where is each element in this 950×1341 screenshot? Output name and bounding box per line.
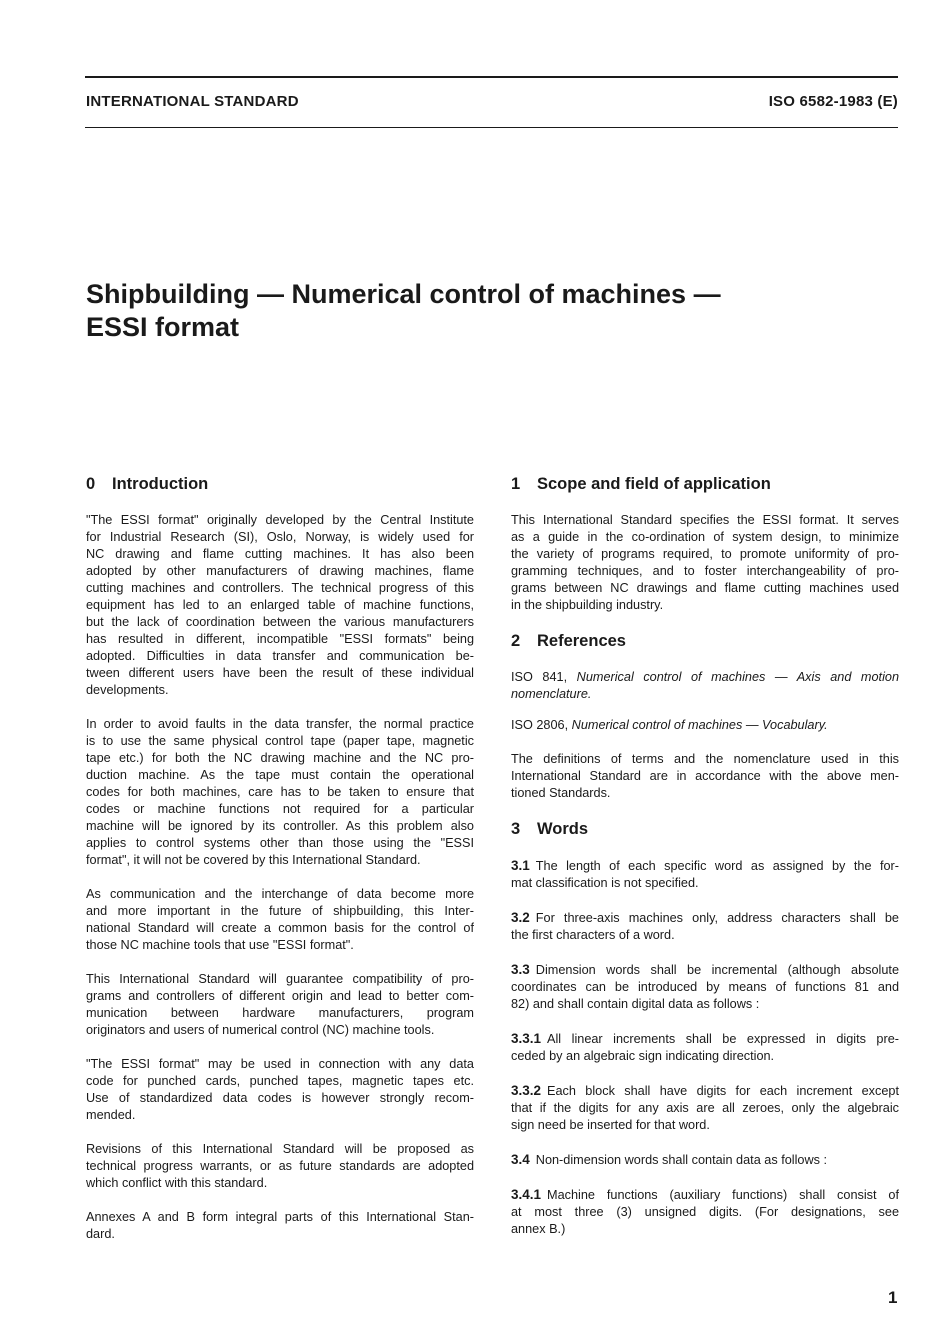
clause-3-4 — [511, 1151, 899, 1169]
text-line: Annexes A and B form integral parts of this International Stan- — [86, 1210, 474, 1224]
text-line: International Standard are in accordance with the above men- — [511, 769, 899, 783]
introduction-paragraph — [86, 1209, 474, 1243]
text-line: is to use the same physical control tape (paper tape, magnetic — [86, 734, 474, 748]
section-heading-scope: 1 Scope and field of application — [511, 475, 771, 493]
clause-3-1 — [511, 857, 899, 892]
clause-number: 3.3 — [511, 962, 530, 977]
text-line: "The ESSI format" originally developed by the Central Institute — [86, 513, 474, 527]
text-line: those NC machine tools that use "ESSI format". — [86, 938, 354, 952]
text-line: at most three (3) unsigned digits. (For designations, see — [511, 1205, 899, 1219]
text-line: This International Standard will guarantee compatibility of pro- — [86, 972, 474, 986]
section-heading-introduction: 0 Introduction — [86, 475, 209, 493]
text-line: 3.1 The length of each specific word as assigned by the for- — [511, 858, 899, 873]
text-line: adopted by other manufacturers of drawing machines, flame — [86, 564, 474, 578]
text-line: mended. — [86, 1108, 136, 1122]
text-line: tioned Standards. — [511, 786, 611, 800]
document-title — [86, 278, 721, 344]
introduction-paragraph — [86, 971, 474, 1039]
clause-number: 3.4 — [511, 1152, 530, 1167]
text-line: cutting machines and controllers. The technical progress of this — [86, 581, 474, 595]
text-line: that if the digits for any axis are all zeroes, only the algebraic — [511, 1101, 899, 1115]
document-type: INTERNATIONAL STANDARD — [86, 93, 299, 110]
words-body — [511, 857, 899, 1238]
section-heading-words: 3 Words — [511, 820, 589, 838]
standard-number: ISO 6582-1983 (E) — [768, 93, 898, 110]
header-rule-top — [85, 76, 898, 78]
introduction-paragraph — [86, 886, 474, 954]
text-line: ceded by an algebraic sign indicating direction. — [511, 1049, 775, 1063]
text-line: adopted. Difficulties in data transfer and communication be- — [86, 649, 474, 663]
text-line: codes for both machines, care has to be taken to ensure that — [86, 785, 474, 799]
text-line: 3.3 Dimension words shall be incremental (although absolute — [511, 962, 899, 977]
text-line: 3.4.1 Machine functions (auxiliary functions) shall consist of — [511, 1187, 899, 1202]
text-line: equipment has led to an enlarged table of machine functions, — [86, 598, 474, 612]
text-line: format", it will not be covered by this International Standard. — [86, 853, 421, 867]
title-line-2: ESSI format — [86, 312, 240, 342]
text-line: NC drawing and flame cutting machines. It has also been — [86, 547, 474, 561]
text-line: sign need be inserted for that word. — [511, 1118, 710, 1132]
clause-3-3-2 — [511, 1082, 899, 1134]
text-line: The definitions of terms and the nomenclature used in this — [511, 752, 899, 766]
reference-iso-841: ISO 841, Numerical control of machines — Axis and motion nomenclature. — [511, 670, 899, 701]
text-line: mat classification is not specified. — [511, 876, 699, 890]
text-line: coordinates can be introduced by means of functions 81 and — [511, 980, 899, 994]
text-line: Use of standardized data codes is however strongly recom- — [86, 1091, 474, 1105]
introduction-paragraph — [86, 1141, 474, 1192]
introduction-paragraph — [86, 512, 474, 699]
text-line: machine will be ignored by its controller. As this problem also — [86, 819, 474, 833]
text-line: the first characters of a word. — [511, 928, 675, 942]
text-line: In order to avoid faults in the data transfer, the normal practice — [86, 717, 474, 731]
introduction-body — [86, 512, 474, 1243]
text-line: national Standard will create a common basis for the control of — [86, 921, 474, 935]
clause-number: 3.1 — [511, 858, 530, 873]
right-column — [511, 474, 899, 1255]
text-line: gramming techniques, and to foster interchangeability of pro- — [511, 564, 899, 578]
title-line-1: Shipbuilding — Numerical control of machines — — [86, 279, 721, 309]
text-line: but the lack of coordination between the various manufacturers — [86, 615, 474, 629]
text-line: tween different users have been the result of these individual — [86, 666, 474, 680]
text-line: 3.4 Non-dimension words shall contain data as follows : — [511, 1152, 828, 1167]
text-line: Revisions of this International Standard will be proposed as — [86, 1142, 474, 1156]
text-line: 82) and shall contain digital data as follows : — [511, 997, 760, 1011]
text-line: This International Standard specifies the ESSI format. It serves — [511, 513, 899, 527]
page-number: 1 — [888, 1288, 898, 1307]
scope-body — [511, 512, 899, 614]
text-line: the variety of programs required, to promote uniformity of pro- — [511, 547, 899, 561]
clause-number: 3.4.1 — [511, 1187, 542, 1202]
text-line: codes or machine functions not required for a particular — [86, 802, 474, 816]
text-line: in the shipbuilding industry. — [511, 598, 664, 612]
clause-number: 3.3.2 — [511, 1083, 542, 1098]
text-line: 3.2 For three-axis machines only, address characters shall be — [511, 910, 899, 925]
introduction-paragraph — [86, 1056, 474, 1124]
text-line: "The ESSI format" may be used in connection with any data — [86, 1057, 474, 1071]
text-line: and more important in the future of shipbuilding, this Inter- — [86, 904, 474, 918]
clause-3-4-1 — [511, 1186, 899, 1238]
text-line: originators and users of numerical control (NC) machine tools. — [86, 1023, 435, 1037]
text-line: As communication and the interchange of data become more — [86, 887, 474, 901]
reference-iso-2806: ISO 2806, Numerical control of machines — Vocabulary. — [511, 718, 828, 732]
text-line: for Industrial Research (SI), Oslo, Norway, is widely used for — [86, 530, 474, 544]
text-line: as a guide in the co-ordination of system design, to minimize — [511, 530, 899, 544]
clause-number: 3.2 — [511, 910, 530, 925]
clause-3-2 — [511, 909, 899, 944]
section-heading-references: 2 References — [511, 632, 626, 650]
text-line: dard. — [86, 1227, 115, 1241]
text-line: developments. — [86, 683, 169, 697]
text-line: duction machine. As the tape must contain the operational — [86, 768, 474, 782]
header-rule-bottom — [85, 127, 898, 128]
text-line: which conflict with this standard. — [86, 1176, 268, 1190]
text-line: annex B.) — [511, 1222, 566, 1236]
clause-number: 3.3.1 — [511, 1031, 542, 1046]
text-line: applies to control systems other than those using the "ESSI — [86, 836, 474, 850]
text-line: tape etc.) for both the NC drawing machine and the NC pro- — [86, 751, 474, 765]
references-note — [511, 751, 899, 802]
text-line: has resulted in different, incompatible "ESSI formats" being — [86, 632, 474, 646]
clause-3-3-1 — [511, 1030, 899, 1065]
clause-3-3 — [511, 961, 899, 1013]
text-line: 3.3.1 All linear increments shall be expressed in digits pre- — [511, 1031, 899, 1046]
text-line: grams and controllers of different origin and lead to better com- — [86, 989, 474, 1003]
introduction-paragraph — [86, 716, 474, 869]
text-line: 3.3.2 Each block shall have digits for each increment except — [511, 1083, 899, 1098]
text-line: code for punched cards, punched tapes, magnetic tapes etc. — [86, 1074, 474, 1088]
text-line: grams between NC drawings and flame cutting machines used — [511, 581, 899, 595]
text-line: technical progress warrants, or as future standards are adopted — [86, 1159, 474, 1173]
text-line: munication between hardware manufacturers, program — [86, 1006, 474, 1020]
left-column — [86, 474, 474, 1260]
